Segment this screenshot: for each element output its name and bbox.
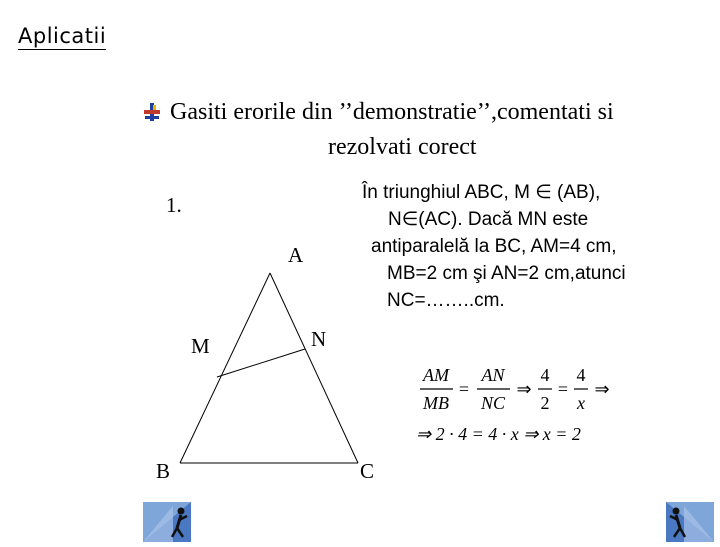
eq-1: =	[458, 379, 470, 399]
label-m: M	[191, 334, 210, 358]
nav-prev-icon	[143, 502, 191, 542]
side-ab	[180, 273, 270, 463]
frac3-den: 2	[540, 393, 550, 413]
frac1-num: AM	[423, 365, 449, 385]
eq-2: =	[557, 379, 569, 399]
frac3-num: 4	[540, 365, 550, 385]
nav-next-icon	[666, 502, 714, 542]
nav-prev-button[interactable]	[143, 502, 191, 542]
frac2-num: AN	[481, 365, 505, 385]
problem-number: 1.	[166, 193, 182, 217]
arrow-1: ⇒	[516, 379, 532, 399]
problem-line-3: antiparalelă la BC, AM=4 cm,	[371, 236, 617, 257]
arrow-2: ⇒	[594, 379, 610, 399]
nav-next-button[interactable]	[666, 502, 714, 542]
label-a: A	[288, 243, 304, 267]
problem-line-2: N∈(AC). Dacă MN este	[388, 209, 589, 230]
triangle-figure	[160, 265, 390, 475]
frac4-den: x	[577, 393, 585, 413]
formula-line-2: ⇒ 2 · 4 = 4 · x ⇒ x = 2	[416, 424, 581, 444]
problem-line-4: MB=2 cm şi AN=2 cm,atunci	[387, 263, 626, 284]
label-b: B	[156, 459, 171, 483]
side-ac	[270, 273, 358, 463]
frac1-den: MB	[423, 393, 449, 413]
frac4-num: 4	[576, 365, 586, 385]
segment-mn	[217, 349, 305, 377]
label-c: C	[360, 459, 375, 483]
problem-line-1: În triunghiul ABC, M ∈ (AB),	[362, 182, 601, 203]
bullet-icon	[143, 102, 161, 122]
problem-line-5: NC=……..cm.	[387, 290, 505, 311]
label-n: N	[311, 327, 327, 351]
heading-line-1: Gasiti erorile din ’’demonstratie’’,comentati si	[170, 99, 614, 125]
frac2-den: NC	[480, 393, 506, 413]
slide-title: Aplicatii	[18, 24, 107, 48]
heading-line-2: rezolvati corect	[328, 134, 477, 160]
formula	[414, 362, 624, 448]
